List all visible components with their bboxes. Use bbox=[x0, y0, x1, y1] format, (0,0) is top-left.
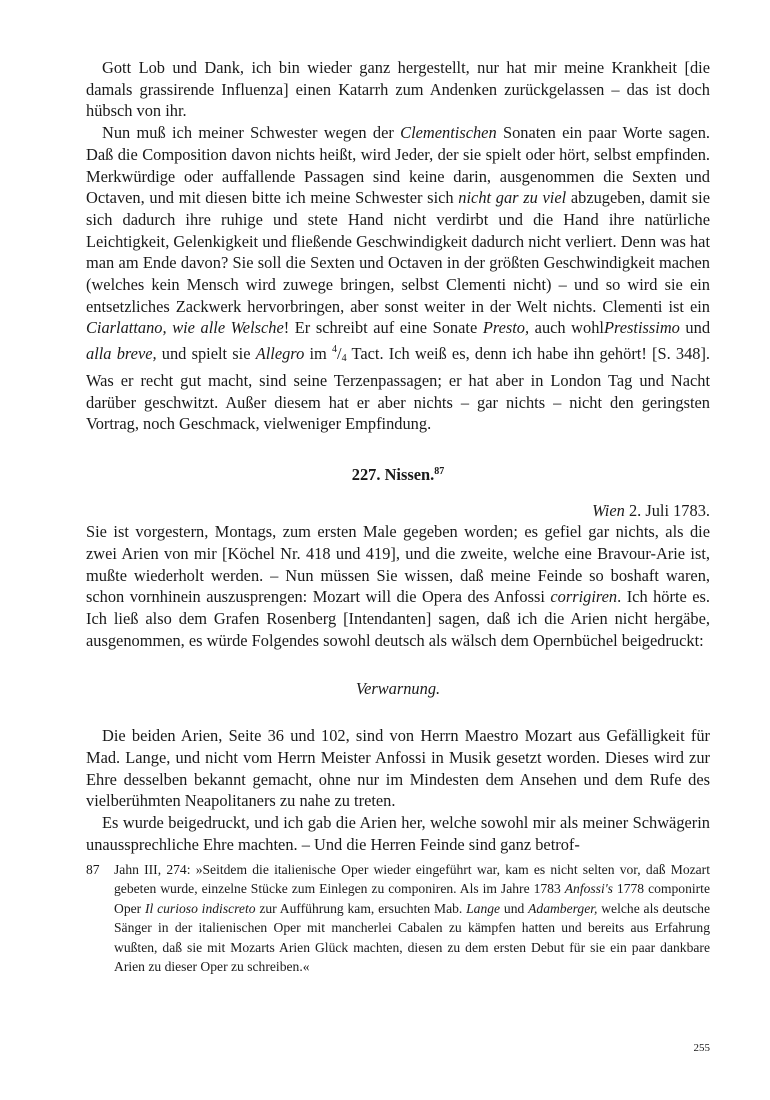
paragraph-2: Nun muß ich meiner Schwester wegen der Clementischen Sonaten ein paar Worte sagen. Daß die Composition davon nichts heißt, wird Jeder, der sie spielt oder hört, selbst empfinden. Merkwürdige oder auffallende Passagen sind keine darin, ausgenommen die Sexten und Octaven, und mit diesen bitte ich meine Schwester sich nicht gar zu viel abzugeben, damit sie sich dadurch ihre ruhige und stete Hand nicht verdirbt und die Hand ihre natürliche Leichtigkeit, Gelenkigkeit und fließende Geschwindigkeit dadurch nicht verliert. Denn was hat man am Ende davon? Sie soll die Sexten und Octaven in der größten Geschwindigkeit machen (welches kein Mensch wird zuwege bringen, selbst Clementi nicht) – und so wird sie ein entsetzliches Zackwerk hervorbringen, aber sonst weiter in der Welt nichts. Clementi ist ein Ciarlattano, wie alle Welsche! Er schreibt auf eine Sonate Presto, auch wohlPrestissimo und alla breve, und spielt sie Allegro im $^4/_4$ Tact. Ich weiß es, denn ich habe ihn gehört! [S. 348]. Was er recht gut macht, sind seine Terzenpassagen; er hat aber in London Tag und Nacht darüber geschwitzt. Außer diesem hat er aber nichts – gar nichts – nicht den geringsten Vortrag, noch Geschmack, vielweniger Empfindung. bbox=[86, 123, 711, 434]
time-signature: $^4/_4$ bbox=[332, 344, 347, 365]
page-body bbox=[86, 57, 710, 977]
warning-title: Verwarnung. bbox=[355, 678, 441, 698]
letter-heading: 227. Nissen.$^{87}$ bbox=[351, 464, 445, 484]
footnote-ref[interactable]: 87 bbox=[434, 465, 445, 477]
paragraph-3: Sie ist vorgestern, Montags, zum ersten Male gegeben worden; es gefiel gar nichts, als die zwei Arien von mir [Köchel Nr. 418 und 419], und die zweite, welche eine Bravour-Arie ist, mußte wiederholt werden. – Nun müssen Sie wissen, daß meine Feinde so boshaft waren, schon vornhinein auszusprengen: Mozart will die Opera des Anfossi corrigiren. Ich hörte es. Ich ließ also dem Grafen Rosenberg [Intendanten] sagen, daß ich die Arien nicht hergäbe, ausgenommen, es würde Folgendes sowohl deutsch als wälsch dem Opernbüchel beigedruckt: bbox=[86, 522, 711, 650]
paragraph-5: Es wurde beigedruckt, und ich gab die Arien her, welche sowohl mir als meiner Schwägerin unaussprechliche Ehre machten. – Und die Herren Feinde sind ganz betrof- bbox=[86, 813, 710, 854]
paragraph-1: Gott Lob und Dank, ich bin wieder ganz hergestellt, nur hat mir meine Krankheit [die damals grassirende Influenza] einen Katarrh zum Andenken zurückgelassen – das ist doch hübsch von ihr. bbox=[86, 58, 710, 121]
letter-text bbox=[86, 57, 710, 856]
footnote-number: 87 bbox=[86, 861, 100, 877]
paragraph-4: Die beiden Arien, Seite 36 und 102, sind von Herrn Maestro Mozart aus Gefälligkeit für Mad. Lange, und nicht vom Herrn Meister Anfossi in Musik gesetzt worden. Dieses wird zur Ehre desselben bekannt gemacht, ohne nur im Mindesten dem Ansehen und dem Rufe des vielberühmten Neapolitaners zu nahe zu treten. bbox=[86, 726, 710, 811]
dateline: Wien 2. Juli 1783. bbox=[592, 500, 710, 520]
page-number: 255 bbox=[693, 1042, 710, 1054]
footnote-87: 87 Jahn III, 274: »Seitdem die italienische Oper wieder eingeführt war, kam es nicht selten vor, daß Mozart gebeten wurde, einzelne Stücke zum Einlegen zu componiren. Als im Jahre 1783 Anfossi's 1778 componirte Oper Il curioso indiscreto zur Aufführung kam, ersuchten Mab. Lange und Adamberger, welche als deutsche Sänger in der italienischen Oper mit mancherlei Cabalen zu kämpfen hatten und bereits aus Erfahrung wußten, daß sie mit Mozarts Arien Glück machten, diesen zu dem ersten Debut für sie ein paar dankbare Arien zu dieser Oper zu schreiben.« bbox=[86, 861, 710, 975]
